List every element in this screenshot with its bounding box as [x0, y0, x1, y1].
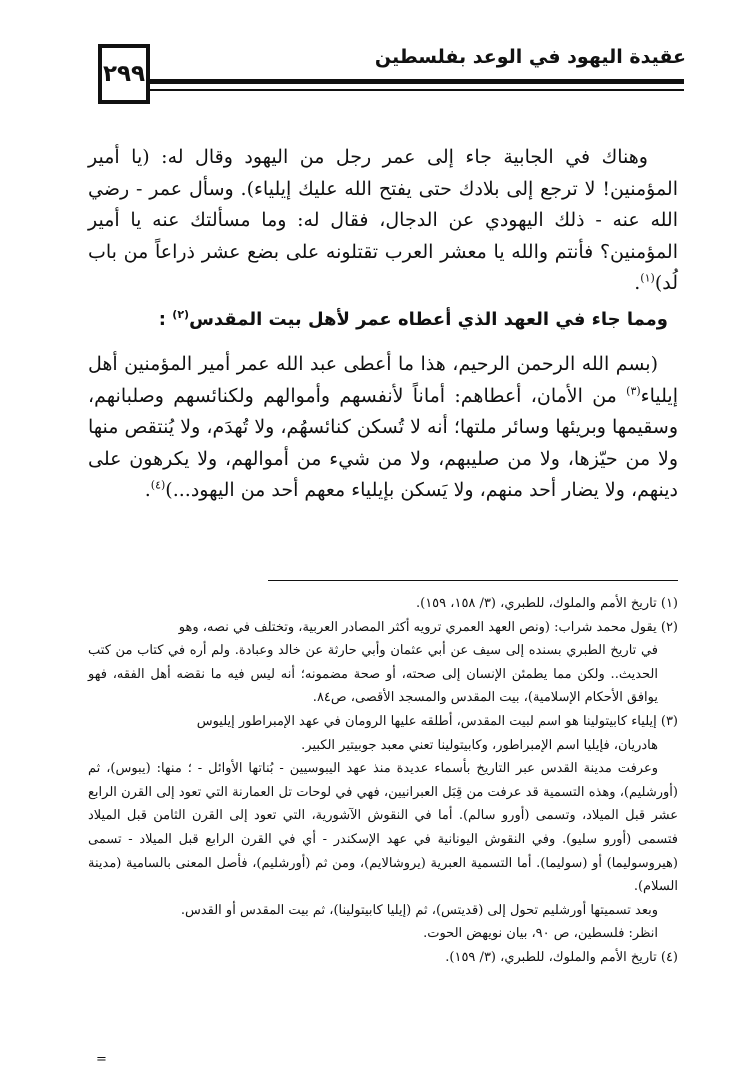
margin-mark: =: [96, 1052, 107, 1067]
running-title: عقيدة اليهود في الوعد بفلسطين: [374, 46, 686, 68]
footnote-3-names: وعرفت مدينة القدس عبر التاريخ بأسماء عديدة منذ عهد اليبوسيين - بُناتها الأوائل - ؛ منها: (يبوس)، ثم (أورشليم)، وهذه التسمية قد عرفت من قِبَل العبرانيين، فهي في لوحات تل العمارنة التي تعود إلى القرن الرابع عشر قبل الميلاد، وتسمى (أورو سالم). أما في النقوش الآشورية، التي تعود إلى القرن الثامن قبل الميلاد فتسمى (أورو سليو). وفي النقوش اليونانية في عهد الإسكندر - أي في القرن الرابع قبل الميلاد - تسمى (هيروسوليما) أو (سوليما). أما التسمية العبرية (يروشالايم)، ومن ثم (أورشليم)، فأصل المعنى بالسامية (مدينة السلام).: [88, 761, 678, 895]
footnote-ref-3: (٣): [626, 384, 641, 398]
page-number-box: [98, 44, 150, 104]
footnote-3-later-names: وبعد تسميتها أورشليم تحول إلى (قديتس)، ثم (إيليا كابيتولينا)، ثم بيت المقدس أو القدس.: [180, 902, 658, 918]
footnote-ref-4: (٤): [150, 478, 166, 492]
footnote-3: (٣) إيلياء كابيتولينا هو اسم لبيت المقدس، أطلقه عليها الرومان في عهد الإمبراطور إيليوس: [196, 713, 678, 729]
page-number: ٢٩٩: [102, 61, 146, 87]
footnote-ref-1: (١): [640, 271, 655, 285]
header-rule-thick: [150, 79, 684, 84]
footnote-3-continuation: هادريان، فإيليا اسم الإمبراطور، وكابيتولينا تعني معبد جوبيتير الكبير.: [301, 737, 658, 753]
paragraph-jabiya: وهناك في الجابية جاء إلى عمر رجل من اليهود وقال له: (يا أمير المؤمنين! لا ترجع إلى بلادك حتى يفتح الله عليك إيلياء). وسأل عمر - رضي الله عنه - ذلك اليهودي عن الدجال، فقال له: وما مسألتك عنه يا أمير المؤمنين؟ فأنتم والله يا معشر العرب تقتلونه على بضع عشر ذراعاً من باب لُد)$^{(١)}$.: [88, 146, 678, 294]
footnotes: [88, 592, 678, 970]
footnote-divider: [268, 580, 678, 581]
footnote-ref-2: (٢): [172, 307, 190, 321]
main-text: [88, 142, 678, 507]
footnote-4: (٤) تاريخ الأمم والملوك، للطبري، (٣/ ١٥٩).: [445, 949, 678, 965]
footnote-2: (٢) يقول محمد شراب: (ونص العهد العمري ترويه أكثر المصادر العربية، وتختلف في نصه، وهو: [178, 619, 678, 635]
header-rule-thin: [150, 89, 684, 91]
footnote-2-continuation: في تاريخ الطبري بسنده إلى سيف عن أبي عثمان وأبي حارثة عن خالد وعبادة. ولم أره في كتاب من كتب الحديث.. ولكن مما يطمئن الإنسان إلى صحته، أو صحة مضمونه؛ أنه ليس فيه ما نقضه أهل الفقه، فهو يوافق الأحكام الإسلامية)، بيت المقدس والمسجد الأقصى، ص٨٤.: [88, 643, 658, 706]
paragraph-covenant: (بسم الله الرحمن الرحيم، هذا ما أعطى عبد الله عمر أمير المؤمنين أهل إيلياء$^{(٣)}$ من الأمان، أعطاهم: أماناً لأنفسهم وأموالهم ولكنائسهم وصلبانهم، وسقيمها وبريئها وسائر ملتها؛ أنه لا تُسكن كنائسهُم، ولا تُهدَم، ولا يُنتقص منها ولا من حيّزها، ولا من صليبهم، ولا من شيء من أموالهم، ولا يكرهون على دينهم، ولا يضار أحد منهم، ولا يَسكن بإيلياء معهم أحد من اليهود...)$^{(٤)}$.: [88, 353, 678, 501]
section-heading: ومما جاء في العهد الذي أعطاه عمر لأهل بيت المقدس$^{(٢)}$ :: [158, 307, 668, 330]
footnote-3-source: انظر: فلسطين، ص ٩٠، بيان نويهض الحوت.: [423, 926, 658, 942]
footnote-1: (١) تاريخ الأمم والملوك، للطبري، (٣/ ١٥٨، ١٥٩).: [415, 596, 678, 611]
